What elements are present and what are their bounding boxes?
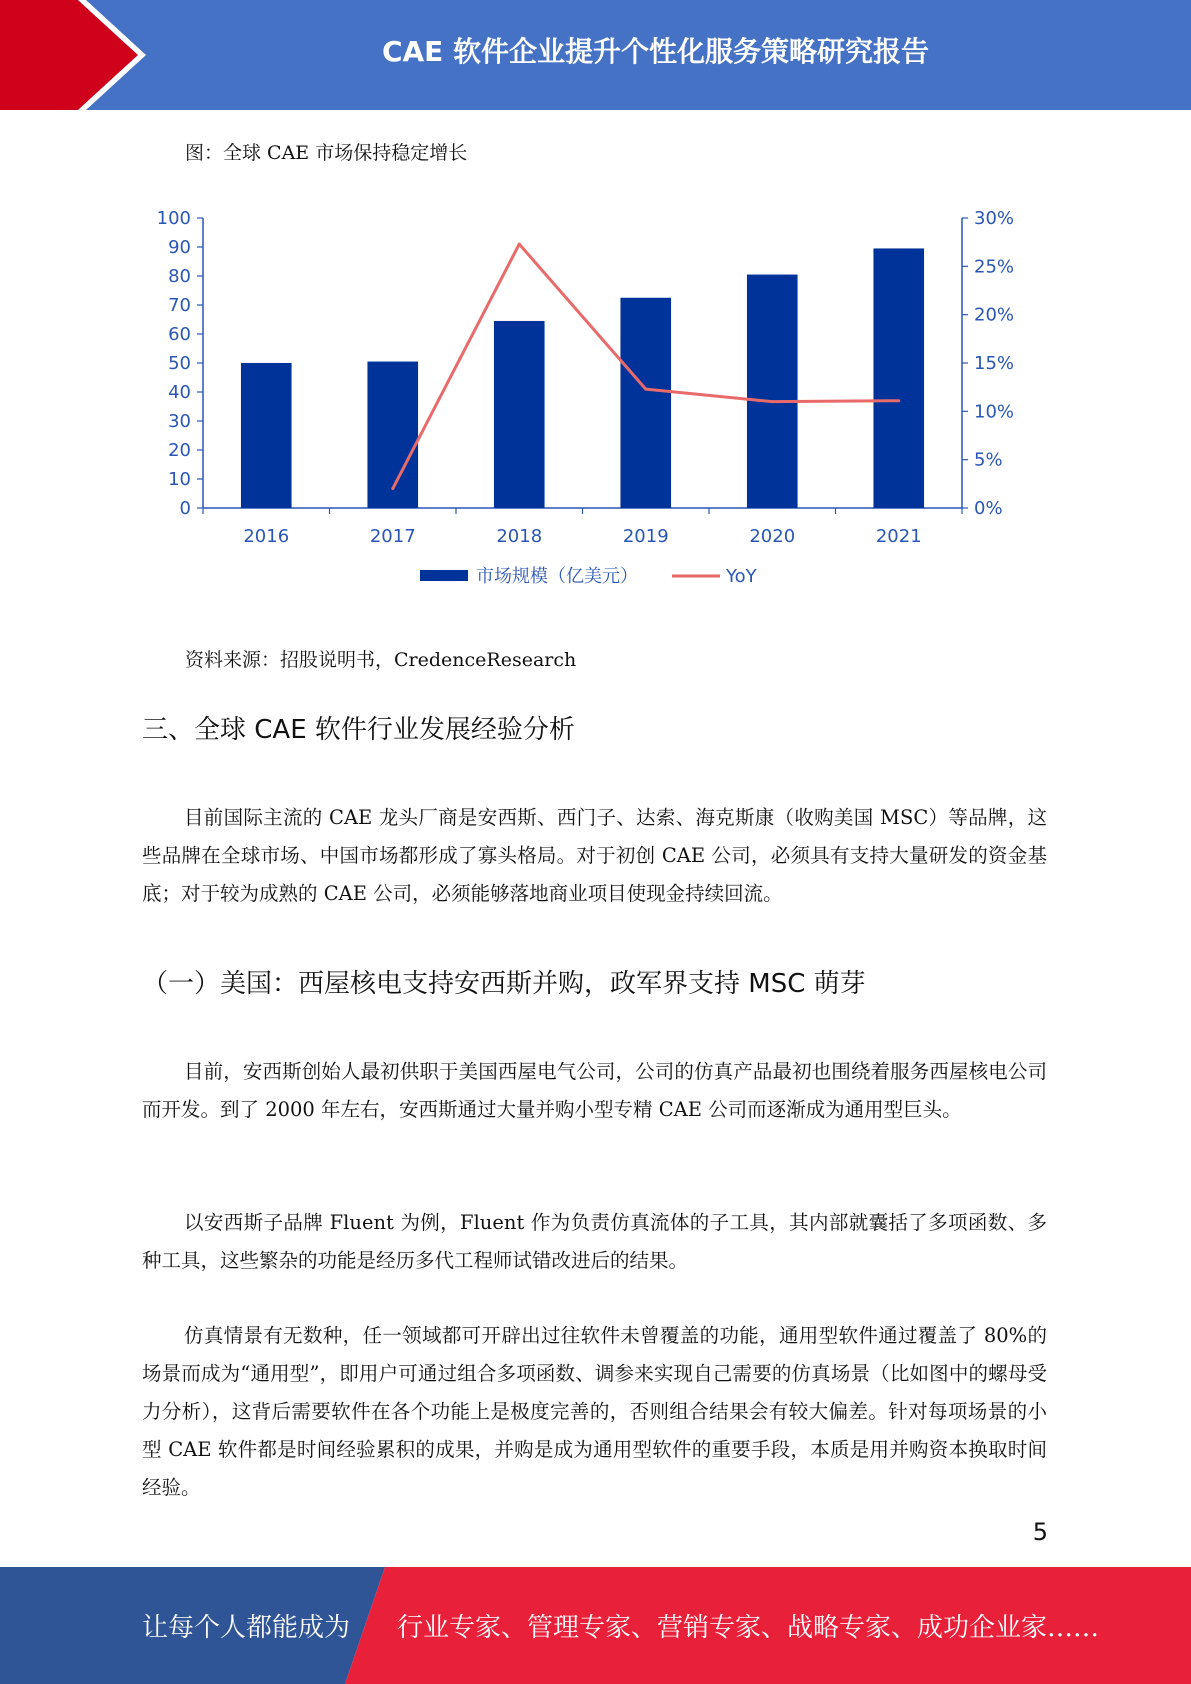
report-title: CAE 软件企业提升个性化服务策略研究报告 <box>381 35 930 68</box>
y-right-tick-label: 0% <box>974 498 1003 519</box>
x-tick-label: 2016 <box>243 526 290 547</box>
y-left-tick-label: 90 <box>168 237 191 258</box>
footer-slogan-left: 让每个人都能成为 <box>142 1613 351 1643</box>
paragraph-2: 以安西斯子品牌 Fluent 为例，Fluent 作为负责仿真流体的子工具，其内部就囊括了多项函数、多种工具，这些繁杂的功能是经历多代工程师试错改进后的结果。 <box>142 1211 1047 1272</box>
y-left-tick-label: 50 <box>168 353 191 374</box>
legend-bar-label: 市场规模（亿美元） <box>476 566 638 587</box>
bar-2018 <box>494 321 545 508</box>
figure-caption: 图：全球 CAE 市场保持稳定增长 <box>185 142 468 164</box>
x-tick-label: 2021 <box>875 526 922 547</box>
market-chart <box>130 195 1050 595</box>
bar-2016 <box>241 363 292 508</box>
legend-line-label: YoY <box>726 566 757 587</box>
yoy-point-2018 <box>518 243 521 246</box>
figure-source: 资料来源：招股说明书，CredenceResearch <box>185 649 577 671</box>
bar-2019 <box>620 298 671 508</box>
page-footer <box>0 1567 1191 1684</box>
y-right-tick-label: 30% <box>974 208 1015 229</box>
bar-2020 <box>747 275 798 508</box>
y-right-tick-label: 5% <box>974 449 1003 471</box>
x-tick-label: 2019 <box>622 526 669 547</box>
y-left-tick-label: 20 <box>168 440 191 461</box>
page-header <box>0 0 1191 110</box>
y-left-tick-label: 60 <box>168 324 191 345</box>
y-right-tick-label: 15% <box>974 353 1015 374</box>
y-left-tick-label: 0 <box>179 498 191 519</box>
yoy-point-2020 <box>771 400 774 403</box>
y-left-tick-label: 70 <box>168 295 191 316</box>
x-tick-label: 2018 <box>496 526 543 547</box>
page-number: 5 <box>1032 1518 1048 1546</box>
x-tick-label: 2020 <box>749 526 796 547</box>
section-heading: 三、全球 CAE 软件行业发展经验分析 <box>142 715 575 745</box>
y-left-tick-label: 40 <box>168 382 191 403</box>
paragraph-1: 目前，安西斯创始人最初供职于美国西屋电气公司，公司的仿真产品最初也围绕着服务西屋核电公司而开发。到了 2000 年左右，安西斯通过大量并购小型专精 CAE 公司而逐渐成为通用型巨头。 <box>142 1060 1047 1121</box>
section-paragraph: 目前国际主流的 CAE 龙头厂商是安西斯、西门子、达索、海克斯康（收购美国 MSC）等品牌，这些品牌在全球市场、中国市场都形成了寡头格局。对于初创 CAE 公司，必须具有支持大量研发的资金基底；对于较为成熟的 CAE 公司，必须能够落地商业项目使现金持续回流。 <box>142 806 1047 905</box>
yoy-point-2021 <box>897 399 900 402</box>
footer-slogan-right: 行业专家、管理专家、营销专家、战略专家、成功企业家…… <box>397 1613 1100 1643</box>
yoy-point-2019 <box>644 388 647 391</box>
legend-bar-swatch <box>420 570 468 581</box>
y-left-tick-label: 30 <box>168 411 191 432</box>
header-arrow-decoration <box>0 0 160 110</box>
paragraph-3: 仿真情景有无数种，任一领域都可开辟出过往软件未曾覆盖的功能，通用型软件通过覆盖了 80%的场景而成为“通用型”，即用户可通过组合多项函数、调参来实现自己需要的仿真场景（比如图中的螺母受力分析），这背后需要软件在各个功能上是极度完善的，否则组合结果会有较大偏差。针对每项场景的小型 CAE 软件都是时间经验累积的成果，并购是成为通用型软件的重要手段，本质是用并购资本换取时间经验。 <box>142 1324 1047 1499</box>
y-right-tick-label: 20% <box>974 304 1015 326</box>
y-left-tick-label: 100 <box>156 208 191 229</box>
y-left-tick-label: 10 <box>168 469 191 490</box>
subsection-heading: （一）美国：西屋核电支持安西斯并购，政军界支持 MSC 萌芽 <box>142 969 866 999</box>
yoy-point-2017 <box>391 487 394 490</box>
y-left-tick-label: 80 <box>168 266 191 287</box>
bar-2021 <box>873 248 924 508</box>
y-right-tick-label: 25% <box>974 256 1015 278</box>
y-right-tick-label: 10% <box>974 401 1015 423</box>
x-tick-label: 2017 <box>369 526 416 547</box>
